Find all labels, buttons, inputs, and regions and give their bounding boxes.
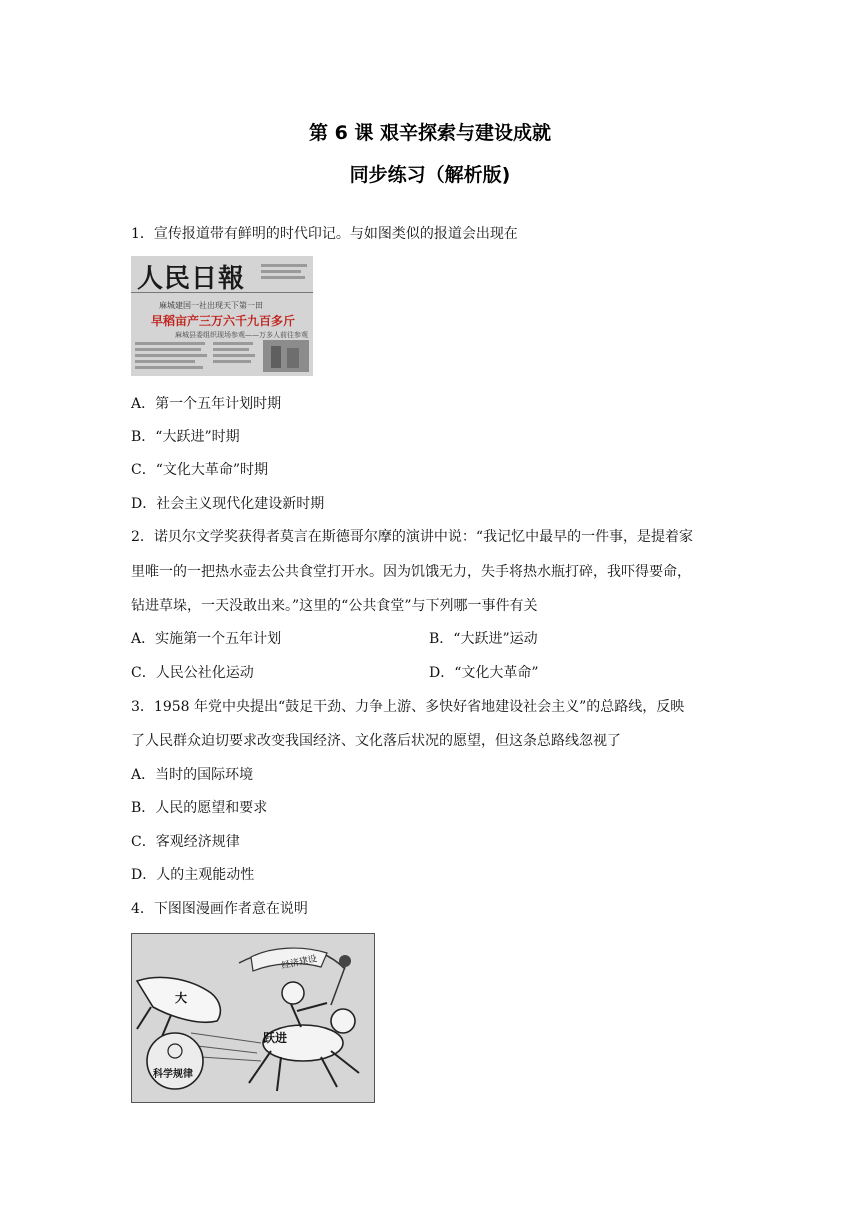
q2-option-a: A．实施第一个五年计划 [131, 631, 282, 647]
cartoon-circle-label: 科学规律 [153, 1069, 193, 1080]
q1-option-a: A．第一个五年计划时期 [131, 396, 282, 412]
q3-option-d: D．人的主观能动性 [131, 867, 255, 883]
newspaper-masthead: 人民日報 [137, 264, 246, 294]
q1-option-d: D．社会主义现代化建设新时期 [131, 496, 325, 512]
q3-option-b: B．人民的愿望和要求 [131, 800, 268, 816]
newspaper-headline-main: 早稻亩产三万六千九百多斤 [151, 314, 296, 328]
newspaper-image [131, 256, 313, 376]
cartoon-leap-label-1: 大 [175, 991, 188, 1005]
question-3-stem-line-2: 了人民群众迫切要求改变我国经济、文化落后状况的愿望，但这条总路线忽视了 [131, 733, 621, 749]
q2-option-d: D．“文化大革命” [429, 665, 539, 681]
newspaper-headline-small: 麻城建国一社出现天下第一田 [159, 301, 263, 310]
question-3-stem-line-1: 3．1958 年党中央提出“鼓足干劲、力争上游、多快好省地建设社会主义”的总路线，反映 [131, 699, 685, 715]
question-2-stem-line-1: 2．诺贝尔文学奖获得者莫言在斯德哥尔摩的演讲中说：“我记忆中最早的一件事，是提着家 [131, 529, 694, 545]
q1-option-b: B．“大跃进”时期 [131, 429, 240, 445]
cartoon-image [131, 933, 375, 1103]
question-2-stem-line-2: 里唯一的一把热水壶去公共食堂打开水。因为饥饿无力，失手将热水瓶打碎，我吓得要命， [131, 564, 691, 580]
q3-option-c: C．客观经济规律 [131, 834, 240, 850]
document-subtitle: 同步练习（解析版) [349, 164, 511, 186]
q1-option-c: C．“文化大革命”时期 [131, 462, 269, 478]
newspaper-headline-sub: 麻城县委组织现场参观——万多人前往参观 [175, 331, 308, 339]
question-1-stem: 1．宣传报道带有鲜明的时代印记。与如图类似的报道会出现在 [131, 226, 518, 242]
cartoon-flag-label: 经济建设 [280, 954, 318, 972]
q3-option-a: A．当时的国际环境 [131, 767, 254, 783]
q2-option-c: C．人民公社化运动 [131, 665, 254, 681]
cartoon-leap-label-2: 跃进 [263, 1031, 288, 1045]
question-2-stem-line-3: 钻进草垛，一天没敢出来。”这里的“公共食堂”与下列哪一事件有关 [131, 598, 538, 614]
document-title: 第 6 课 艰辛探索与建设成就 [308, 122, 552, 144]
question-4-stem: 4．下图图漫画作者意在说明 [131, 901, 308, 917]
q2-option-b: B．“大跃进”运动 [429, 631, 538, 647]
